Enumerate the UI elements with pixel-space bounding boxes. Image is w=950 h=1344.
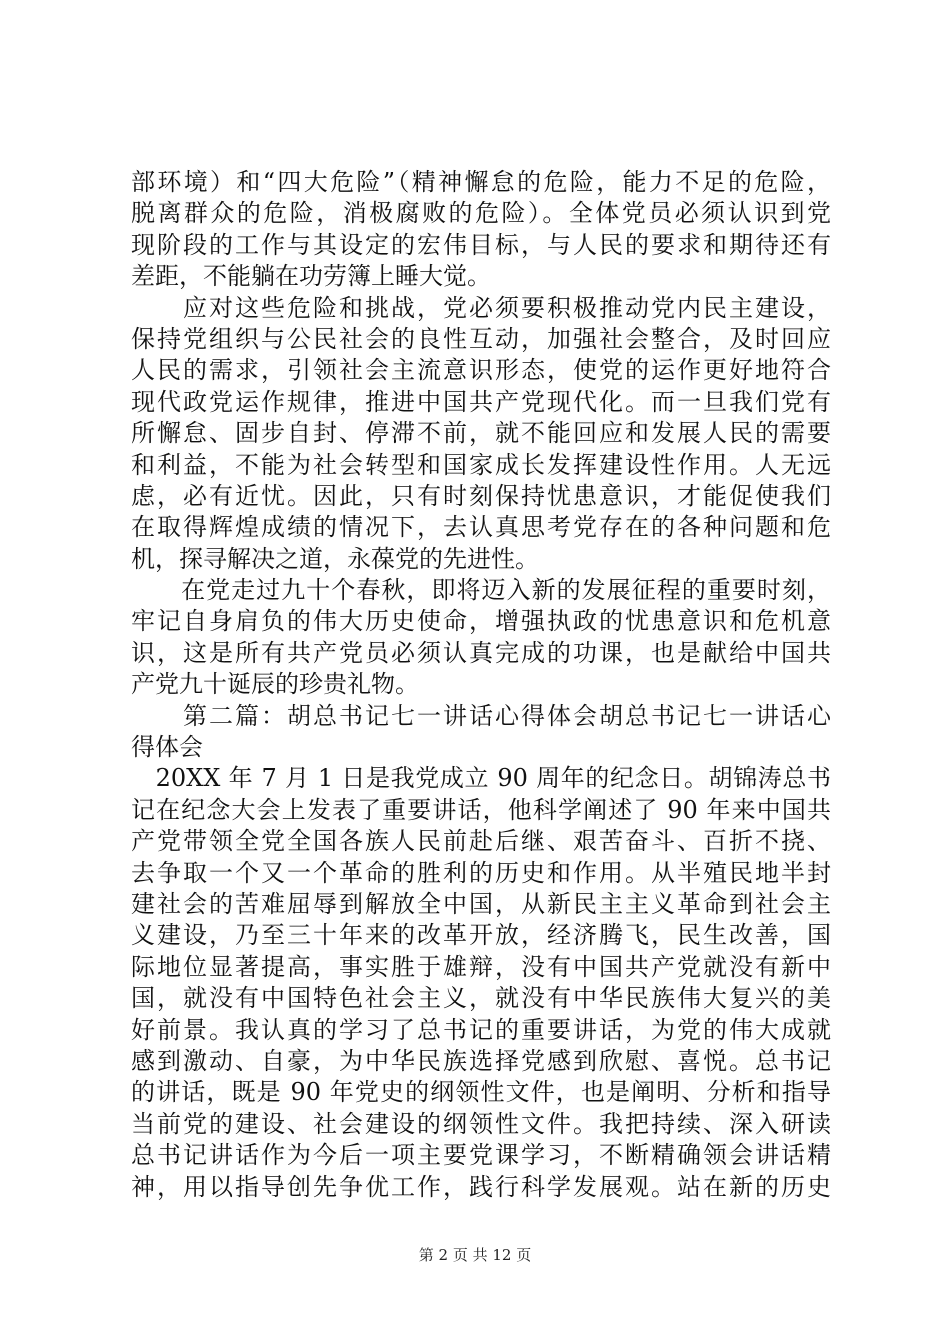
text-line: 当前党的建设、社会建设的纲领性文件。我把持续、深入研读 bbox=[131, 1109, 831, 1138]
text-line: 脱离群众的危险，消极腐败的危险）。全体党员必须认识到党 bbox=[131, 199, 831, 228]
text-line: 在党走过九十个春秋，即将迈入新的发展征程的重要时刻， bbox=[131, 576, 831, 605]
text-line: 应对这些危险和挑战，党必须要积极推动党内民主建设， bbox=[131, 293, 831, 322]
text-line: 差距，不能躺在功劳簿上睡大觉。 bbox=[131, 262, 491, 291]
text-line: 产党九十诞辰的珍贵礼物。 bbox=[131, 670, 419, 699]
text-line: 现阶段的工作与其设定的宏伟目标，与人民的要求和期待还有 bbox=[131, 230, 831, 259]
text-line: 部环境）和“四大危险”（精神懈怠的危险，能力不足的危险， bbox=[131, 168, 831, 196]
text-line: 国，就没有中国特色社会主义，就没有中华民族伟大复兴的美 bbox=[131, 984, 831, 1013]
text-line: 记在纪念大会上发表了重要讲话，他科学阐述了 90 年来中国共 bbox=[131, 795, 831, 824]
text-line: 产党带领全党全国各族人民前赴后继、艰苦奋斗、百折不挠、 bbox=[131, 827, 831, 856]
text-line: 好前景。我认真的学习了总书记的重要讲话，为党的伟大成就 bbox=[131, 1015, 831, 1044]
text-line: 建社会的苦难屈辱到解放全中国，从新民主主义革命到社会主 bbox=[131, 889, 831, 918]
text-line: 第二篇：胡总书记七一讲话心得体会胡总书记七一讲话心 bbox=[131, 701, 831, 730]
text-line: 义建设，乃至三十年来的改革开放，经济腾飞，民生改善，国 bbox=[131, 921, 831, 950]
text-line: 现代政党运作规律，推进中国共产党现代化。而一旦我们党有 bbox=[131, 387, 831, 416]
text-line: 虑，必有近忧。因此，只有时刻保持忧患意识，才能促使我们 bbox=[131, 481, 831, 510]
text-line: 所懈怠、固步自封、停滞不前，就不能回应和发展人民的需要 bbox=[131, 419, 831, 448]
text-line: 牢记自身肩负的伟大历史使命，增强执政的忧患意识和危机意 bbox=[131, 607, 831, 636]
text-line: 人民的需求，引领社会主流意识形态，使党的运作更好地符合 bbox=[131, 356, 831, 385]
text-line: 在取得辉煌成绩的情况下，去认真思考党存在的各种问题和危 bbox=[131, 513, 831, 542]
text-line: 神，用以指导创先争优工作，践行科学发展观。站在新的历史 bbox=[131, 1172, 831, 1201]
text-line: 总书记讲话作为今后一项主要党课学习，不断精确领会讲话精 bbox=[131, 1141, 831, 1170]
text-line: 和利益，不能为社会转型和国家成长发挥建设性作用。人无远 bbox=[131, 450, 831, 479]
text-line: 机，探寻解决之道，永葆党的先进性。 bbox=[131, 544, 539, 573]
text-line: 去争取一个又一个革命的胜利的历史和作用。从半殖民地半封 bbox=[131, 858, 831, 887]
text-line: 保持党组织与公民社会的良性互动，加强社会整合，及时回应 bbox=[131, 324, 831, 353]
text-line: 识，这是所有共产党员必须认真完成的功课，也是献给中国共 bbox=[131, 638, 831, 667]
text-line: 20XX 年 7 月 1 日是我党成立 90 周年的纪念日。胡锦涛总书 bbox=[131, 764, 831, 793]
text-line: 的讲话，既是 90 年党史的纲领性文件，也是阐明、分析和指导 bbox=[131, 1078, 831, 1107]
text-line: 感到激动、自豪，为中华民族选择党感到欣慰、喜悦。总书记 bbox=[131, 1046, 831, 1075]
document-body bbox=[131, 167, 831, 1203]
text-line: 得体会 bbox=[131, 733, 203, 762]
page-footer: 第 2 页 共 12 页 bbox=[418, 1246, 532, 1264]
text-line: 际地位显著提高，事实胜于雄辩，没有中国共产党就没有新中 bbox=[131, 952, 831, 981]
